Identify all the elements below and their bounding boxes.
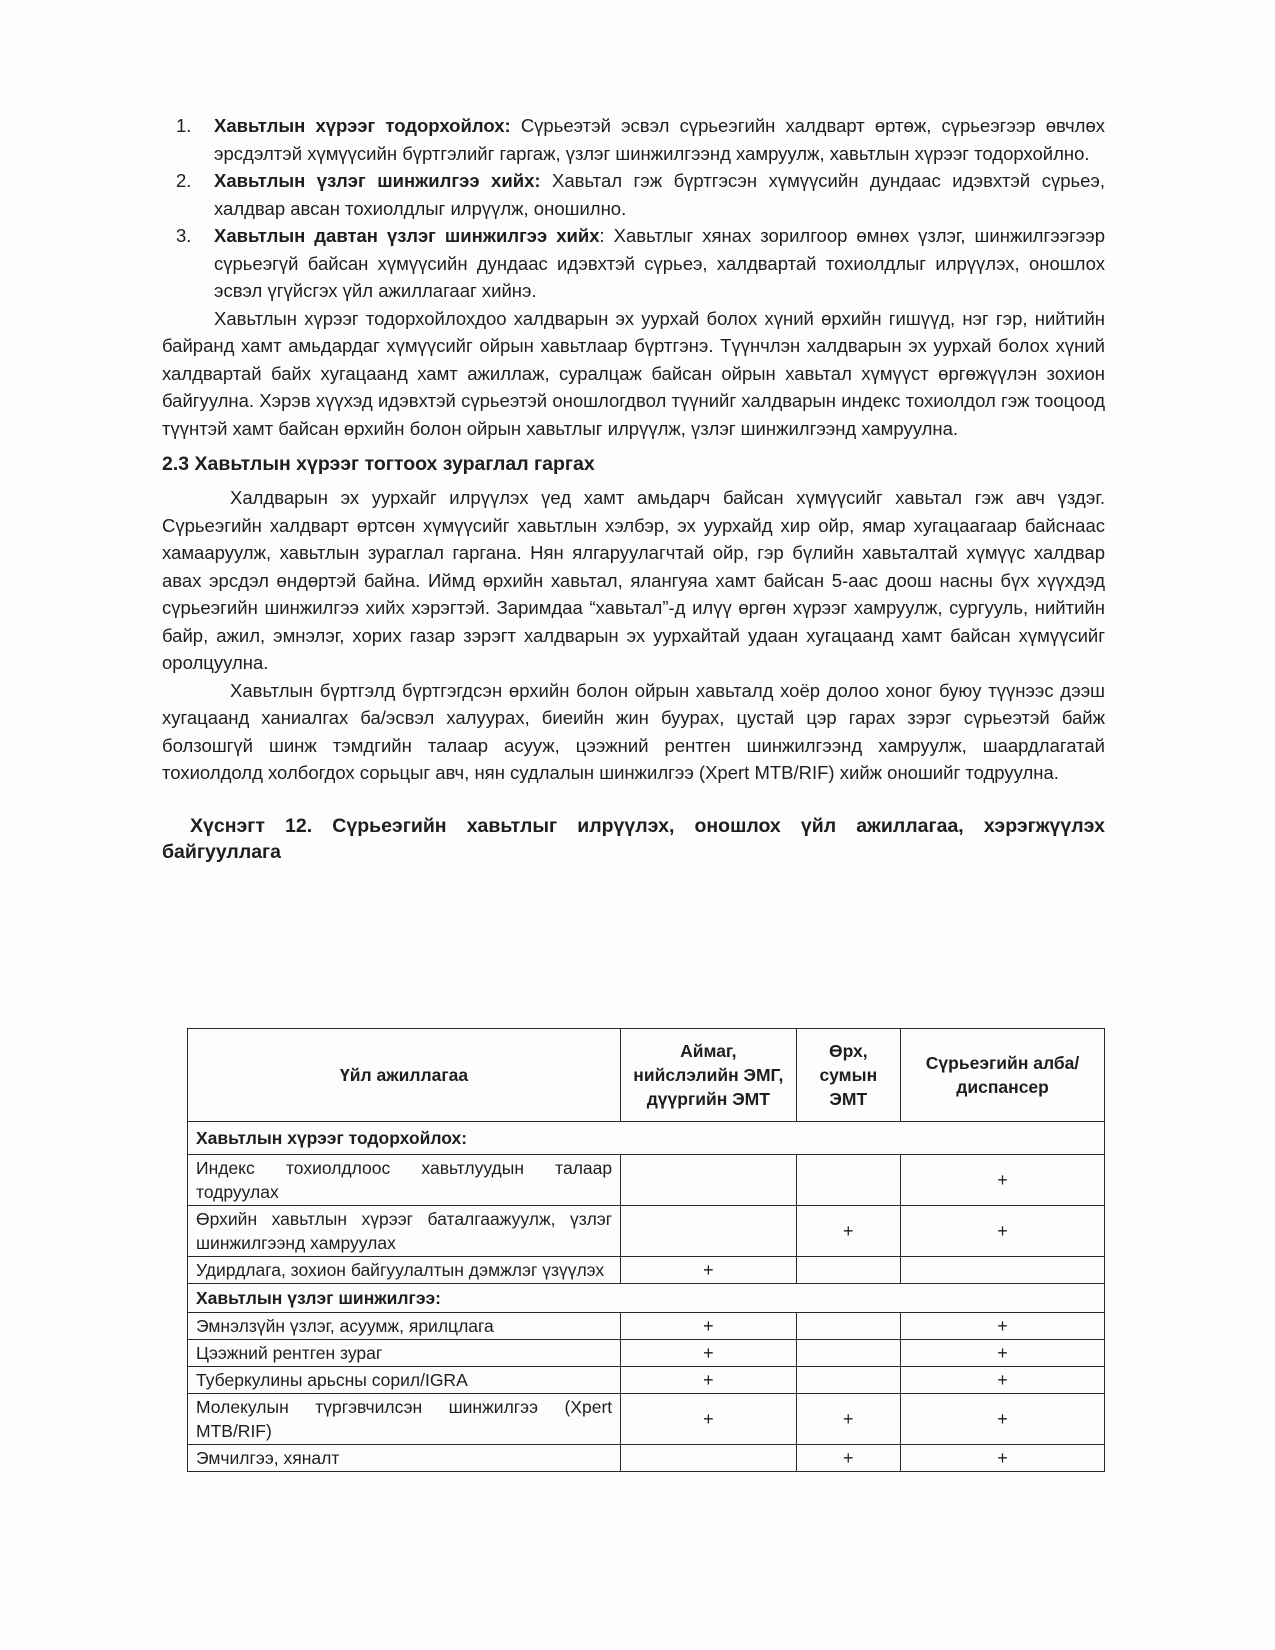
mark-cell: + — [901, 1340, 1105, 1367]
section-heading: 2.3 Хавьтлын хүрээг тогтоох зураглал гаргах — [162, 453, 595, 475]
document-body — [162, 112, 1105, 865]
table-row — [188, 1313, 1105, 1340]
mark-cell — [796, 1340, 901, 1367]
table-caption: Хүснэгт 12. Сүрьеэгийн хавьтлыг илрүүлэх, оношлох үйл ажиллагаа, хэрэгжүүлэх байгууллага — [162, 814, 1105, 863]
table-row — [188, 1445, 1105, 1472]
activity-cell: Өрхийн хавьтлын хүрээг баталгаажуулж, үзлэг шинжилгээнд хамруулах — [188, 1206, 621, 1257]
mark-cell — [901, 1257, 1105, 1284]
section-title: Хавьтлын үзлэг шинжилгээ: — [188, 1284, 1105, 1313]
list-item-text: Хавьтал гэж бүртгэсэн хүмүүсийн дундаас идэвхтэй сүрьеэ, халдвар авсан тохиолдлыг илрүүлж, оношилно. — [214, 170, 1105, 219]
mark-cell: + — [901, 1206, 1105, 1257]
list-item-number: 2. — [176, 170, 192, 191]
list-item — [162, 222, 1105, 305]
mark-cell: + — [901, 1155, 1105, 1206]
section-title: Хавьтлын хүрээг тодорхойлох: — [188, 1122, 1105, 1155]
mark-cell — [796, 1313, 901, 1340]
table-header-row — [188, 1029, 1105, 1122]
mark-cell — [796, 1257, 901, 1284]
paragraph-contact-mapping: Халдварын эх уурхайг илрүүлэх үед хамт амьдарч байсан хүмүүсийг хавьтал гэж авч үздэг. Сүрьеэгийн халдварт өртсөн хүмүүсийг хавьтлын хэлбэр, эх уурхайд хир ойр, ямар хугацаагаар байснаас хамааруулж, хавьтлын зураглал гаргана. Нян ялгаруулагчтай ойр, гэр бүлийн хавьталтай хүмүүс халдвар авах эрсдэл өндөртэй байна. Иймд өрхийн хавьтал, ялангуяа хамт байсан 5-аас доош насны бүх хүүхдэд сүрьеэгийн шинжилгээ хийх хэрэгтэй. Заримдаа “хавьтал”-д илүү өргөн хүрээг хамруулж, сургууль, нийтийн байр, ажил, эмнэлэг, хорих газар зэрэгт халдварын эх уурхайтай удаан хугацаанд хамт байсан хүмүүсийг оролцуулна. — [162, 487, 1105, 673]
table-section-row — [188, 1284, 1105, 1313]
mark-cell — [621, 1206, 796, 1257]
paragraph-contact-scope: Хавьтлын хүрээг тодорхойлохдоо халдварын эх уурхай болох хүний өрхийн гишүүд, нэг гэр, нийтийн байранд хамт амьдардаг хүмүүсийг ойрын хавьтлаар бүртгэнэ. Түүнчлэн халдварын эх уурхай болох хүний халдвартай байх хугацаанд хамт ажиллаж, суралцаж байсан ойрын хавьтал хүмүүст өргөжүүлэн зохион байгуулна. Хэрэв хүүхэд идэвхтэй сүрьеэтэй оношлогдвол түүнийг халдварын индекс тохиолдол гэж тооцоод түүнтэй хамт байсан өрхийн болон ойрын хавьтлыг илрүүлж, үзлэг шинжилгээнд хамруулна. — [162, 307, 1105, 439]
mark-cell: + — [901, 1445, 1105, 1472]
activity-cell: Индекс тохиолдлоос хавьтлуудын талаар тодруулах — [188, 1155, 621, 1206]
table-row — [188, 1394, 1105, 1445]
mark-cell: + — [901, 1394, 1105, 1445]
table-row — [188, 1367, 1105, 1394]
table-section-row — [188, 1122, 1105, 1155]
list-item-text: Сүрьеэтэй эсвэл сүрьеэгийн халдварт өртөж, сүрьеэгээр өвчлөх эрсдэлтэй хүмүүсийн бүртгэлийг гаргаж, үзлэг шинжилгээнд хамруулж, хавьтлын хүрээг тодорхойлно. — [214, 115, 1105, 164]
list-item-title: Хавьтлын хүрээг тодорхойлох: — [214, 115, 511, 136]
activity-cell: Молекулын түргэвчилсэн шинжилгээ (Xpert MTB/RIF) — [188, 1394, 621, 1445]
mark-cell: + — [621, 1257, 796, 1284]
table-row — [188, 1257, 1105, 1284]
mark-cell — [796, 1155, 901, 1206]
activities-table — [187, 1028, 1105, 1472]
list-item-title: Хавьтлын давтан үзлэг шинжилгээ хийх — [214, 225, 600, 246]
activity-cell: Цээжний рентген зураг — [188, 1340, 621, 1367]
numbered-list — [162, 112, 1105, 305]
column-header-household: Өрх, сумын ЭМТ — [796, 1029, 901, 1122]
mark-cell: + — [621, 1367, 796, 1394]
mark-cell: + — [621, 1313, 796, 1340]
mark-cell — [621, 1445, 796, 1472]
column-header-aimag: Аймаг, нийслэлийн ЭМГ, дүүргийн ЭМТ — [621, 1029, 796, 1122]
mark-cell: + — [621, 1394, 796, 1445]
list-item-number: 3. — [176, 225, 192, 246]
table-row — [188, 1340, 1105, 1367]
list-item — [162, 167, 1105, 222]
list-item-text: : Хавьтлыг хянах зорилгоор өмнөх үзлэг, шинжилгээгээр сүрьеэгүй байсан хүмүүсийн дундаас идэвхтэй сүрьеэ, халдвартай тохиолдлыг илрүүлэх, оношлох эсвэл үгүйсгэх үйл ажиллагааг хийнэ. — [214, 225, 1105, 301]
activity-cell: Эмнэлзүйн үзлэг, асуумж, ярилцлага — [188, 1313, 621, 1340]
mark-cell: + — [901, 1367, 1105, 1394]
list-item-number: 1. — [176, 115, 192, 136]
table-row — [188, 1206, 1105, 1257]
column-header-activity: Үйл ажиллагаа — [188, 1029, 621, 1122]
mark-cell: + — [901, 1313, 1105, 1340]
activity-cell: Туберкулины арьсны сорил/IGRA — [188, 1367, 621, 1394]
mark-cell — [621, 1155, 796, 1206]
list-item-title: Хавьтлын үзлэг шинжилгээ хийх: — [214, 170, 541, 191]
list-item — [162, 112, 1105, 167]
mark-cell: + — [621, 1340, 796, 1367]
activity-cell: Эмчилгээ, хяналт — [188, 1445, 621, 1472]
paragraph-contact-screening: Хавьтлын бүртгэлд бүртгэгдсэн өрхийн болон ойрын хавьталд хоёр долоо хоног буюу түүнээс дээш хугацаанд ханиалгах ба/эсвэл халуурах, биеийн жин буурах, цустай цэр гарах зэрэг сүрьеэтэй байж болзошгүй шинж тэмдгийн талаар асууж, цээжний рентген шинжилгээнд хамруулж, шаардлагатай тохиолдолд холбогдох сорьцыг авч, нян судлалын шинжилгээ (Xpert MTB/RIF) хийж оношийг тодруулна. — [162, 679, 1105, 783]
mark-cell: + — [796, 1394, 901, 1445]
mark-cell: + — [796, 1206, 901, 1257]
activity-cell: Удирдлага, зохион байгуулалтын дэмжлэг үзүүлэх — [188, 1257, 621, 1284]
table-row — [188, 1155, 1105, 1206]
column-header-tb-dispensary: Сүрьеэгийн алба/диспансер — [901, 1029, 1105, 1122]
mark-cell — [796, 1367, 901, 1394]
mark-cell: + — [796, 1445, 901, 1472]
